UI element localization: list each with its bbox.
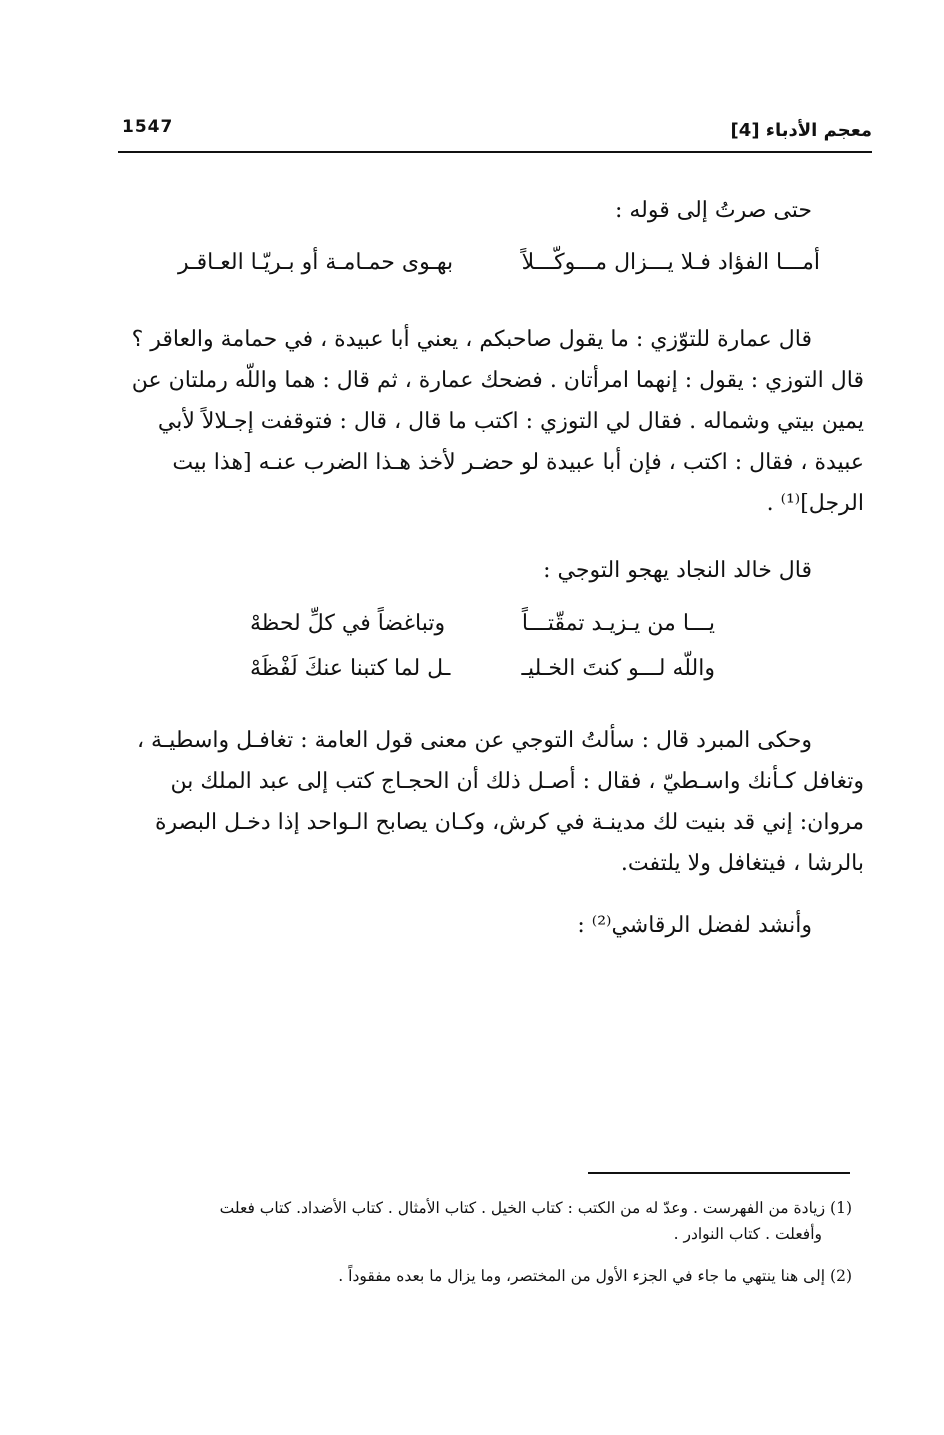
- paragraph: [100, 319, 864, 524]
- page-number: 1547: [122, 117, 174, 137]
- paragraph-line: الرجل]⁽¹⁾ .: [766, 491, 864, 516]
- paragraph-line: عبيدة ، فقال : اكتب ، فإن أبا عبيدة لو حضـر لأخذ هـذا الضرب عنـه [هذا بيت: [172, 450, 864, 475]
- intro-line: قال خالد النجاد يهجو التوجي :: [543, 558, 812, 583]
- closing-line: وأنشد لفضل الرقاشي⁽²⁾ :: [577, 913, 812, 938]
- footnote-line: وأفعلت . كتاب النوادر .: [673, 1225, 822, 1243]
- header-rule: [118, 151, 872, 153]
- paragraph-line: وحكى المبرد قال : سألتُ التوجي عن معنى قول العامة : تغافـل واسطيـة ،: [136, 728, 812, 753]
- paragraph-line: يمين بيتي وشماله . فقال لي التوزي : اكتب ما قال ، قال : فتوقفت إجـلالاً لأبي: [157, 409, 864, 434]
- running-title: معجم الأدباء [4]: [730, 120, 872, 141]
- intro-line: حتى صرتُ إلى قوله :: [614, 198, 812, 223]
- verse-second-hemistich: وتباغضاً في كلِّ لحظهْ: [250, 611, 446, 636]
- verse-first-hemistich: واللّه لـــو كنتَ الخـليـ: [521, 656, 715, 681]
- verse-line: [160, 250, 820, 286]
- verse-line: [250, 656, 715, 692]
- footnote: [100, 1263, 852, 1289]
- footnote-rule: [588, 1172, 850, 1174]
- verse-first-hemistich: أمـــا الفؤاد فـلا يـــزال مـــوكّـــلاً: [521, 250, 820, 275]
- verse-line: [250, 611, 715, 647]
- paragraph-line: بالرشا ، فيتغافل ولا يلتفت.: [620, 851, 864, 876]
- verse-first-hemistich: يـــا من يـزيـد تمقّتـــاً: [521, 611, 715, 636]
- verse-second-hemistich: بهـوى حمـامـة أو بـريّـا العـاقـر: [178, 250, 454, 275]
- paragraph-line: مروان: إني قد بنيت لك مدينـة في كرش، وكـان يصابح الـواحد إذا دخـل البصرة: [154, 810, 864, 835]
- footnote-line: (1) زيادة من الفهرست . وعدّ له من الكتب : كتاب الخيل . كتاب الأمثال . كتاب الأضداد. كتاب فعلت: [219, 1199, 852, 1217]
- paragraph: [100, 720, 864, 884]
- paragraph-line: قال عمارة للتوّزي : ما يقول صاحبكم ، يعني أبا عبيدة ، في حمامة والعاقر ؟: [131, 327, 812, 352]
- verse-second-hemistich: ـل لما كتبنا عنكَ لَفْظَهْ: [250, 656, 451, 681]
- footnote: [100, 1195, 852, 1247]
- paragraph-line: وتغافل كـأنك واسـطيّ ، فقال : أصـل ذلك أن الحجـاج كتب إلى عبد الملك بن: [170, 769, 864, 794]
- page-header: [118, 112, 872, 150]
- paragraph-line: قال التوزي : يقول : إنهما امرأتان . فضحك عمارة ، ثم قال : هما واللّه رملتان عن: [131, 368, 864, 393]
- footnote-line: (2) إلى هنا ينتهي ما جاء في الجزء الأول من المختصر، وما يزال ما بعده مفقوداً .: [338, 1267, 852, 1285]
